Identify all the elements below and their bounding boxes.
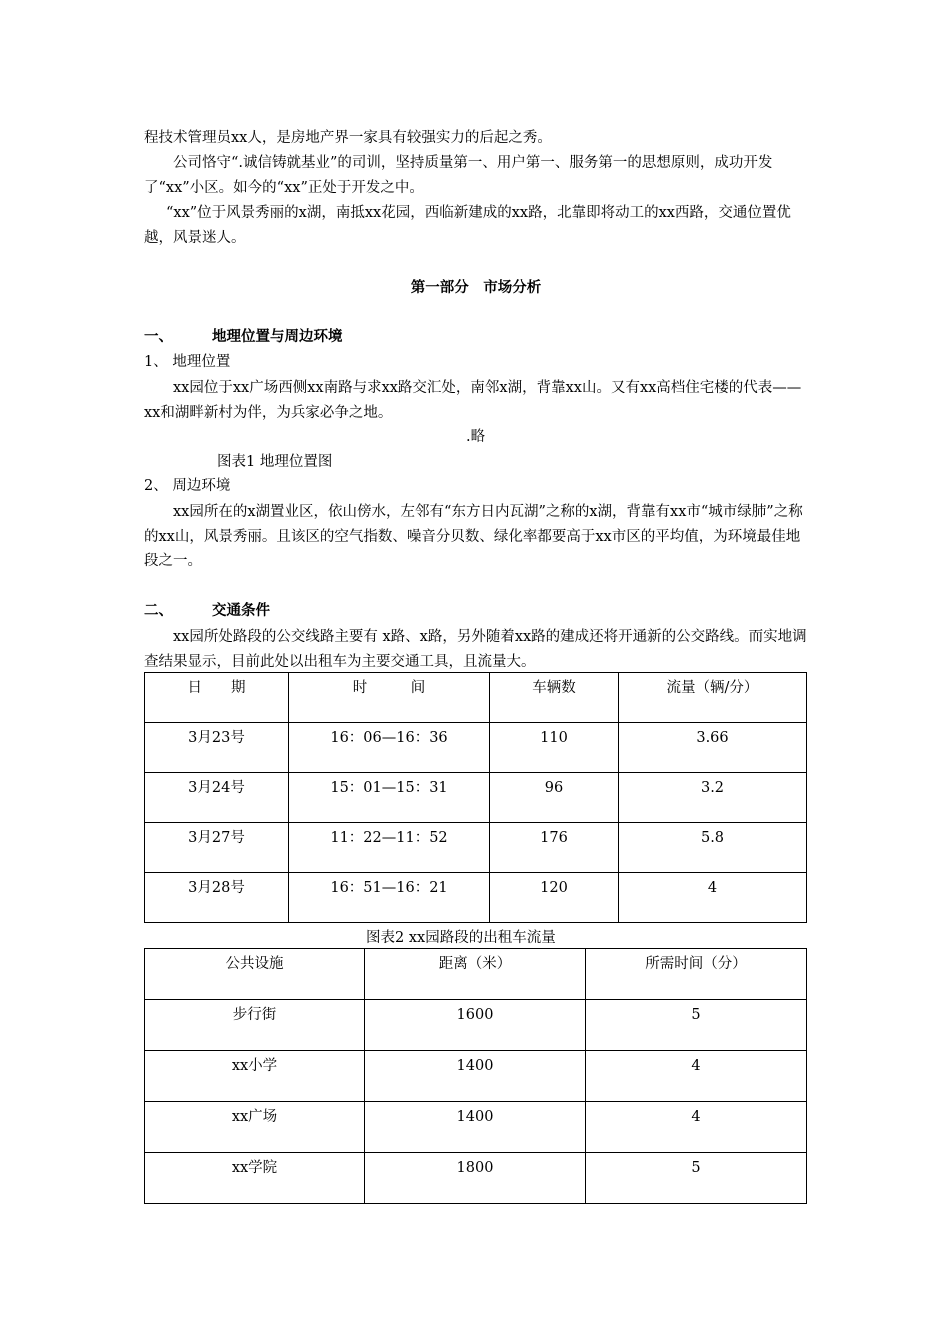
table-cell: 3月23号: [145, 723, 289, 773]
table-row: [145, 1000, 807, 1051]
table-cell: 4: [619, 873, 807, 923]
table-cell: xx小学: [145, 1051, 365, 1102]
header-time: 时 间: [289, 673, 490, 723]
header-distance: 距离（米）: [365, 949, 586, 1000]
header-flow-rate: 流量（辆/分）: [619, 673, 807, 723]
table-cell: 5: [586, 1000, 807, 1051]
section-2-text: xx园所处路段的公交线路主要有 x路、x路，另外随着xx路的建成还将开通新的公交路线。而实地调查结果显示，目前此处以出租车为主要交通工具，且流量大。: [144, 629, 807, 670]
table-cell: xx学院: [145, 1153, 365, 1204]
section-1-title: 地理位置与周边环境: [212, 328, 343, 345]
table-header-row: [145, 949, 807, 1000]
omitted-figure-note: .略: [466, 429, 486, 445]
table-cell: 16：06—16：36: [289, 723, 490, 773]
table-row: [145, 723, 807, 773]
table-cell: 110: [490, 723, 619, 773]
header-time-needed: 所需时间（分）: [586, 949, 807, 1000]
table-cell: 5: [586, 1153, 807, 1204]
table-cell: 1400: [365, 1102, 586, 1153]
table-cell: 3月28号: [145, 873, 289, 923]
table-cell: 15：01—15：31: [289, 773, 490, 823]
figure-2-caption: 图表2 xx园路段的出租车流量: [366, 930, 556, 946]
subsection-1-title: 1、 地理位置: [144, 354, 231, 370]
table-row: [145, 823, 807, 873]
table-cell: 3月27号: [145, 823, 289, 873]
section-1-number: 一、: [144, 328, 173, 345]
table-row: [145, 1153, 807, 1204]
table-row: [145, 873, 807, 923]
table-cell: 1600: [365, 1000, 586, 1051]
table-cell: 4: [586, 1051, 807, 1102]
subsection-1-text: xx园位于xx广场西侧xx南路与求xx路交汇处，南邻x湖，背靠xx山。又有xx高档住宅楼的代表——xx和湖畔新村为伴，为兵家必争之地。: [144, 380, 802, 421]
section-2-number: 二、: [144, 602, 173, 619]
table-row: [145, 773, 807, 823]
table-cell: 96: [490, 773, 619, 823]
intro-paragraph-2: 公司恪守“.诚信铸就基业”的司训，坚持质量第一、用户第一、服务第一的思想原则，成功开发了“xx”小区。如今的“xx”正处于开发之中。: [144, 155, 773, 196]
section-2-heading: [144, 600, 270, 622]
table-row: [145, 1051, 807, 1102]
table-cell: 3.66: [619, 723, 807, 773]
table-cell: xx广场: [145, 1102, 365, 1153]
subsection-2-text: xx园所在的x湖置业区，依山傍水，左邻有“东方日内瓦湖”之称的x湖，背靠有xx市“城市绿肺”之称的xx山，风景秀丽。且该区的空气指数、噪音分贝数、绿化率都要高于xx市区的平均值，为环境最佳地段之一。: [144, 504, 803, 569]
table-cell: 步行街: [145, 1000, 365, 1051]
table-header-row: [145, 673, 807, 723]
table-cell: 1400: [365, 1051, 586, 1102]
section-1-heading: [144, 326, 343, 348]
table-cell: 3.2: [619, 773, 807, 823]
table-cell: 3月24号: [145, 773, 289, 823]
intro-paragraph-1: 程技术管理员xx人，是房地产界一家具有较强实力的后起之秀。: [144, 130, 552, 146]
header-vehicle-count: 车辆数: [490, 673, 619, 723]
part-title: 第一部分 市场分析: [410, 279, 542, 296]
table-cell: 16：51—16：21: [289, 873, 490, 923]
header-facility: 公共设施: [145, 949, 365, 1000]
header-date: 日 期: [145, 673, 289, 723]
figure-1-caption: 图表1 地理位置图: [217, 454, 333, 470]
subsection-2-title: 2、 周边环境: [144, 478, 231, 494]
table-cell: 4: [586, 1102, 807, 1153]
intro-paragraph-3: “xx”位于风景秀丽的x湖，南抵xx花园，西临新建成的xx路，北靠即将动工的xx西路，交通位置优越，风景迷人。: [144, 205, 791, 246]
table-cell: 5.8: [619, 823, 807, 873]
public-facilities-table: [144, 948, 807, 1204]
table-cell: 11：22—11：52: [289, 823, 490, 873]
table-cell: 120: [490, 873, 619, 923]
table-cell: 176: [490, 823, 619, 873]
table-row: [145, 1102, 807, 1153]
table-cell: 1800: [365, 1153, 586, 1204]
section-2-title: 交通条件: [212, 602, 270, 619]
taxi-flow-table: [144, 672, 807, 923]
